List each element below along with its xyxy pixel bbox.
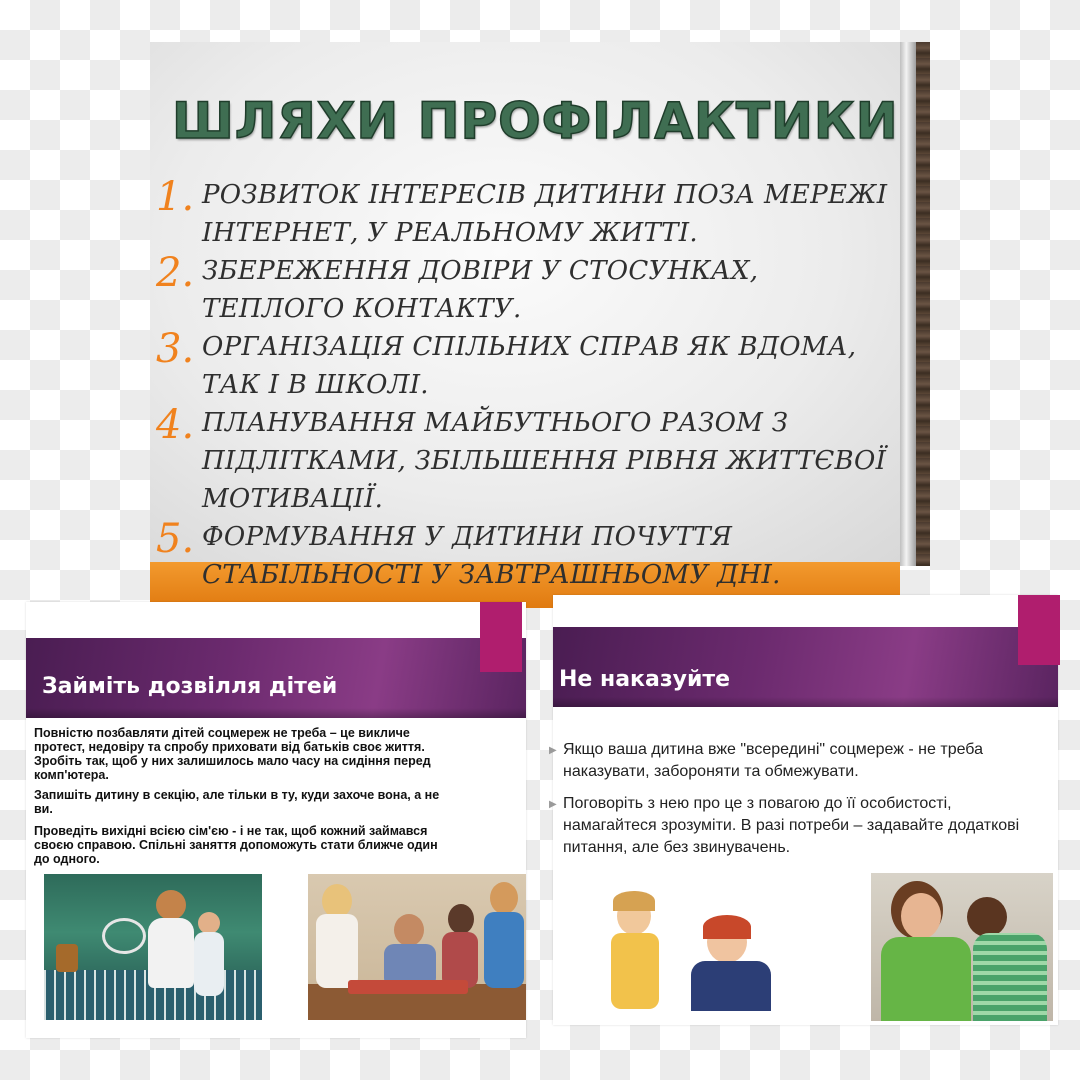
item-text: ПІДЛІТКАМИ, ЗБІЛЬШЕННЯ РІВНЯ ЖИТТЄВОЇ — [202, 446, 887, 476]
text-line: своєю справою. Спільні заняття допоможуть стати ближче один — [34, 838, 438, 852]
text-line: комп'ютера. — [34, 768, 109, 782]
item-text: ОРГАНІЗАЦІЯ СПІЛЬНИХ СПРАВ ЯК ВДОМА, — [202, 332, 857, 362]
text-line: Повністю позбавляти дітей соцмереж не треба – це викличе — [34, 726, 410, 740]
text-line: Запишіть дитину в секцію, але тільки в ту, куди захоче вона, а не — [34, 788, 440, 802]
leisure-slide — [26, 602, 526, 1038]
slide-edge-shadow — [900, 42, 916, 566]
item-number: 2. — [156, 250, 195, 296]
girl-hair — [613, 891, 655, 911]
paragraph-2 — [34, 788, 439, 816]
racket — [102, 918, 146, 954]
accent-tab — [1018, 595, 1060, 665]
woman-head — [156, 890, 186, 920]
text-line: до одного. — [34, 852, 100, 866]
text-line: намагайтеся зрозуміти. В разі потреби – задавайте додаткові — [563, 817, 1020, 834]
item-text: МОТИВАЦІЇ. — [202, 484, 384, 514]
woman-head — [448, 904, 474, 934]
item-text: ЗБЕРЕЖЕННЯ ДОВІРИ У СТОСУНКАХ, — [202, 256, 759, 286]
text-line: Проведіть вихідні всією сім'єю - і не так, щоб кожний займався — [34, 824, 428, 838]
slide-title: Займіть дозвілля дітей — [42, 674, 338, 699]
item-number: 1. — [156, 174, 195, 220]
item-text: ТАК І В ШКОЛІ. — [202, 370, 429, 400]
slide-title: Не наказуйте — [559, 667, 731, 692]
boy-body — [484, 912, 524, 988]
item-text: СТАБІЛЬНОСТІ У ЗАВТРАШНЬОМУ ДНІ. — [202, 560, 781, 590]
item-text: ТЕПЛОГО КОНТАКТУ. — [202, 294, 522, 324]
text-line: питання, але без звинувачень. — [563, 839, 791, 856]
bullet-arrow-icon: ▶ — [549, 799, 557, 810]
girl-body — [316, 914, 358, 988]
item-text: ПЛАНУВАННЯ МАЙБУТНЬОГО РАЗОМ З — [202, 408, 789, 438]
woman-body — [691, 961, 771, 1011]
item-number: 4. — [156, 402, 195, 448]
text-line: наказувати, забороняти та обмежувати. — [563, 763, 859, 780]
girl-body — [194, 932, 224, 996]
item-text: ІНТЕРНЕТ, У РЕАЛЬНОМУ ЖИТТІ. — [202, 218, 698, 248]
item-text: РОЗВИТОК ІНТЕРЕСІВ ДИТИНИ ПОЗА МЕРЕЖІ — [202, 180, 888, 210]
girl-dress — [611, 933, 659, 1009]
boy-head — [490, 882, 518, 914]
mother-son-photo — [871, 873, 1053, 1021]
woman-body — [148, 918, 194, 988]
item-number: 5. — [156, 516, 195, 562]
text-line: Зробіть так, щоб у них залишилось мало часу на сидіння перед — [34, 754, 431, 768]
wood-border — [916, 42, 930, 566]
item-number: 3. — [156, 326, 195, 372]
accent-tab — [480, 602, 522, 672]
girl-head — [322, 884, 352, 918]
item-text: ФОРМУВАННЯ У ДИТИНИ ПОЧУТТЯ — [202, 522, 733, 552]
dont-punish-slide — [549, 595, 1058, 1025]
text-line: Поговоріть з нею про це з повагою до її особистості, — [563, 795, 952, 812]
tennis-photo — [44, 874, 262, 1020]
game-board — [348, 980, 468, 994]
mother-face — [901, 893, 941, 939]
family-game-photo — [308, 874, 526, 1020]
paragraph-3 — [34, 824, 438, 866]
mother-shirt — [881, 937, 971, 1021]
girl-head — [198, 912, 220, 934]
text-line: протест, недовіру та спробу приховати від батьків своє життя. — [34, 740, 425, 754]
bullet-arrow-icon: ▶ — [549, 745, 557, 756]
prevention-title: ШЛЯХИ ПРОФІЛАКТИКИ — [172, 92, 899, 150]
paragraph-1 — [34, 726, 431, 782]
prevention-slide — [150, 42, 930, 590]
son-head — [967, 897, 1007, 937]
son-shirt — [973, 933, 1047, 1021]
ball-basket — [56, 944, 78, 972]
woman-hair — [703, 915, 751, 939]
text-line: ви. — [34, 802, 53, 816]
bullet-1 — [549, 739, 983, 783]
girl-woman-photo — [603, 891, 783, 1015]
bullet-2 — [549, 793, 1020, 859]
man-head — [394, 914, 424, 946]
text-line: Якщо ваша дитина вже "всередині" соцмереж - не треба — [563, 741, 983, 758]
